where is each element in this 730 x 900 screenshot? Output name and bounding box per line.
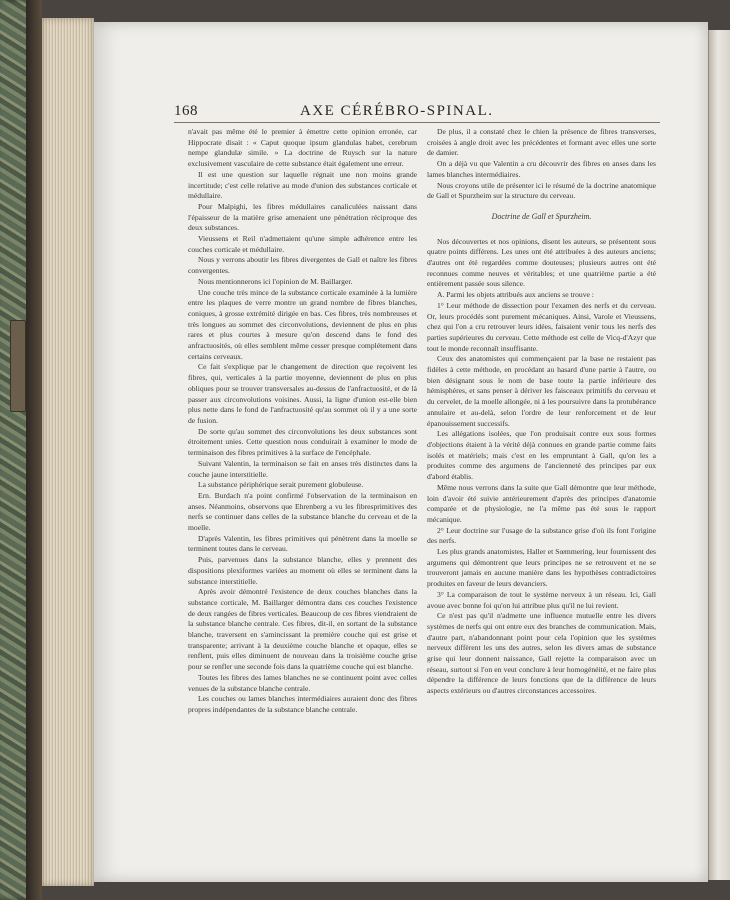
page-edges	[42, 18, 94, 886]
paragraph: Ern. Burdach n'a point confirmé l'observation de la terminaison en anses. Néanmoins, observons que Ehrenberg a vu les fibresprimitives des nerfs se continuer dans celles de la substance blanche du cerveau et de la moelle.	[188, 490, 417, 533]
paragraph: On a déjà vu que Valentin a cru découvrir des fibres en anses dans les lames blanches intermédiaires.	[427, 159, 656, 179]
paragraph: De plus, il a constaté chez le chien la présence de fibres transverses, croisées à angle droit avec les précédentes et formant avec elles une sorte de damier.	[427, 127, 656, 158]
paragraph: Puis, parvenues dans la substance blanche, elles y prennent des dispositions plexiformes variées au moment où elles se terminent dans la substance interstitielle.	[188, 555, 417, 586]
paragraph: Les plus grands anatomistes, Haller et Sœmmering, leur fournissent des argumens qui démontrent que leurs principes ne se retrouvent et ne se trouveront jamais en aucune manière dans les hypothèses contradictoires produites en faveur de leurs devanciers.	[427, 547, 656, 589]
facing-page-edge	[708, 30, 730, 880]
paragraph: n'avait pas même été le premier à émettre cette opinion erronée, car Hippocrate disait : « Caput quoque ipsum glandulas habet, cerebrum nempe glandulæ simile. » La doctrine de Ruysch sur la nature exclusivement vasculaire de cette substance était également une erreur.	[188, 127, 417, 169]
paragraph: Vieussens et Reil n'admettaient qu'une simple adhérence entre les couches corticale et médullaire.	[188, 234, 417, 254]
paragraph: 1° Leur méthode de dissection pour l'examen des nerfs et du cerveau. Or, leurs procédés sont purement mécaniques. Ainsi, Varole et Vieussens, chez qui l'on a cru retrouver leurs idées, faisaient venir tous les nerfs des parties supérieures du cerveau. Cette méthode est celle de Vicq-d'Azyr que tout le monde reconnaît insuffisante.	[427, 300, 656, 353]
paragraph: Nous mentionnerons ici l'opinion de M. Baillarger.	[198, 276, 353, 286]
page-number: 168	[174, 103, 198, 119]
paragraph: Toutes les fibres des lames blanches ne se continuent point avec celles venues de la substance blanche centrale.	[188, 672, 417, 693]
paragraph: A. Parmi les objets attribués aux anciens se trouve :	[437, 290, 594, 300]
paragraph: Nous y verrons aboutir les fibres divergentes de Gall et naître les fibres convergentes.	[188, 255, 417, 276]
paragraph: Nous croyons utile de présenter ici le résumé de la doctrine anatomique de Gall et Spurzheim sur la structure du cerveau.	[427, 180, 656, 201]
binding-clip	[10, 320, 26, 412]
paragraph: Les couches ou lames blanches intermédiaires auraient donc des fibres propres indépendantes de la substance blanche centrale.	[188, 694, 417, 714]
paragraph: D'après Valentin, les fibres primitives qui pénètrent dans la moelle se terminent toutes dans le cerveau.	[188, 533, 417, 554]
paragraph: 3° La comparaison de tout le système nerveux à un réseau. Ici, Gall avoue avec bonne foi qu'on lui attribue plus qu'il ne lui revient.	[427, 589, 656, 610]
paragraph: 2° Leur doctrine sur l'usage de la substance grise d'où ils font l'origine des nerfs.	[427, 525, 656, 546]
paragraph: Les allégations isolées, que l'on produisait contre eux sous formes d'objections étaient à la vérité déjà connues en grande partie comme faits isolés et matériels; mais c'est en les empruntant à Gall, qu'on les a produites comme des argumens de l'ancienneté des principes par eux d'abord établis.	[427, 429, 656, 482]
paragraph: Ce n'est pas qu'il n'admette une influence mutuelle entre les divers systèmes de nerfs qui ont entre eux des branches de communication. Mais, d'autre part, n'abandonnant point pour cela l'opinion que les systèmes nerveux diffèrent les uns des autres, selon les divers amas de substance grise qui leur donnent naissance, Gall rejette la comparaison avec un réseau, surtout si l'on en veut conclure à leur homogénéité, et ne faire plus dépendre la différence de leurs fonctions que de la différence de leurs aspects extérieurs ou d'autres circonstances accessoires.	[427, 611, 656, 696]
paragraph: Ce fait s'explique par le changement de direction que reçoivent les fibres, qui, verticales à la partie moyenne, deviennent de plus en plus obliques pour se trouver transversales au-dessus de l'anfractuosité, et de là passer aux circonvolutions voisines. Aussi, la ligne d'union est-elle bien plus nette dans le fond de l'anfractuosité qu'au sommet où il y a une sorte de fusion.	[188, 362, 417, 425]
section-subheading: Doctrine de Gall et Spurzheim.	[491, 211, 592, 221]
paragraph: Il est une question sur laquelle régnait une non moins grande incertitude; c'est celle relative au mode d'union des substances corticale et médullaire.	[188, 169, 417, 201]
left-text-column	[188, 127, 417, 716]
header-rule	[174, 122, 660, 123]
paragraph: La substance périphérique serait purement globuleuse.	[198, 480, 364, 490]
paragraph: Pour Malpighi, les fibres médullaires canaliculées naissant dans l'épaisseur de la matière grise amenaient une pénétration réciproque des deux substances.	[188, 201, 417, 233]
paragraph: Même nous verrons dans la suite que Gall démontre que leur méthode, loin d'avoir été suivie antérieurement d'après des principes d'anatomie comparée et de physiologie, ne l'a même pas été sous le rapport mécanique.	[427, 482, 656, 524]
right-text-column	[427, 127, 656, 697]
paragraph: Suivant Valentin, la terminaison se fait en anses très distinctes dans la couche jaune interstitielle.	[188, 458, 417, 479]
paragraph: Nos découvertes et nos opinions, disent les auteurs, se présentent sous quatre points différens. Les unes ont été attribuées à des auteurs anciens; d'autres ont été regardées comme douteuses; plusieurs autres ont été reconnues comme neuves et véritables; et une quatrième partie a été entièrement passée sous silence.	[427, 236, 656, 289]
paragraph: Ceux des anatomistes qui commençaient par la base ne restaient pas fidèles à cette méthode, en procédant au hasard d'une partie à l'autre, ou bien désignant sous le nom de base toute la partie inférieure des hémisphères, et sans penser à dériver les faisceaux primitifs du cerveau et du cervelet, de la moelle allongée, ni à les poursuivre dans la protubérance annulaire et au-delà, selon l'ordre de leur renforcement et de leur épanouissement successifs.	[427, 354, 656, 428]
paragraph: Une couche très mince de la substance corticale examinée à la lumière entre les plaques de verre montre un grand nombre de fibres blanches, coniques, à grosse extrémité dirigée en bas. Ces fibres, très nombreuses et très longues au sommet des circonvolutions, deviennent de plus en plus rares et plus courtes à mesure qu'on descend dans le fond des anfractuosités, où elles semblent même cesser presque complétement dans certains cerveaux.	[188, 287, 417, 361]
paragraph: Après avoir démontré l'existence de deux couches blanches dans la substance corticale, M. Baillarger démontra dans ces couches l'existence de deux rangées de fibres verticales. Beaucoup de ces fibres viendraient de la substance blanche centrale. Ces fibres, dit-il, en sortant de la substance blanche, traversent en s'amincissant la première couche qui est grise et transparente; arrivant à la deuxième couche blanche et opaque, elles se renflent, puis elles diminuent de nouveau dans la troisième couche grise pour se renfler une seconde fois dans la quatrième couche qui est blanche.	[188, 587, 417, 672]
paragraph: De sorte qu'au sommet des circonvolutions les deux substances sont étroitement unies. Cette question nous conduirait à examiner le mode de terminaison des fibres primitives à la surface de l'encéphale.	[188, 426, 417, 458]
running-head: AXE CÉRÉBRO-SPINAL.	[300, 103, 494, 119]
book-binding	[0, 0, 42, 900]
